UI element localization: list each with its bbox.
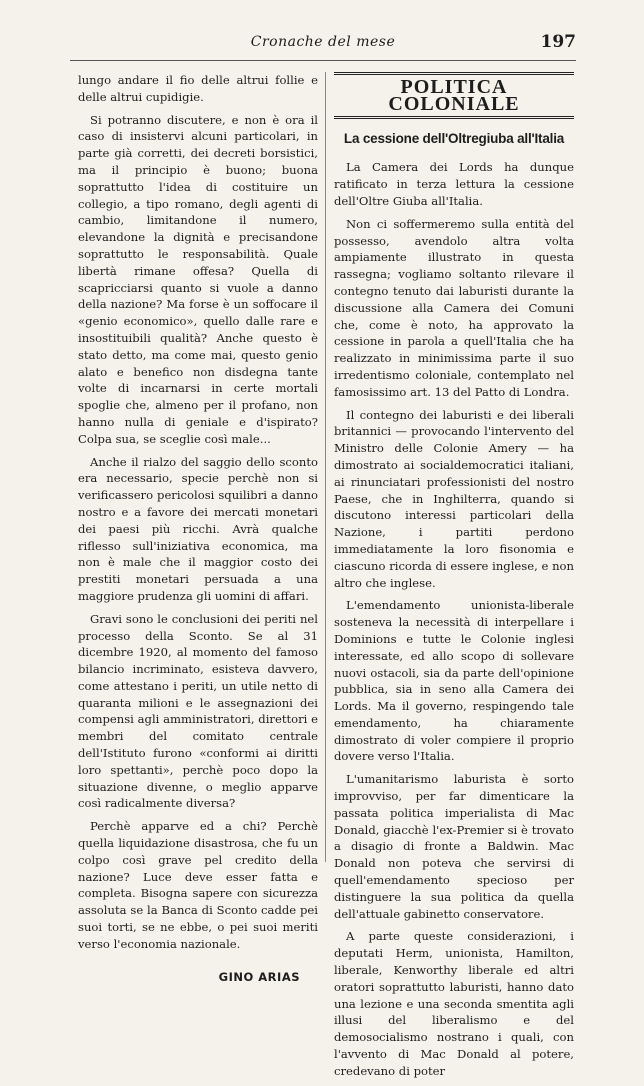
header-rule [70, 60, 576, 61]
column-divider [325, 72, 326, 862]
paragraph: L'emendamento unionista-liberale sosteneva la necessità di interpellare i Dominions e tutte le Colonie inglesi interessate, ed allo scopo di sollevare nuovi ostacoli, sia da parte dell'opinione pubblica, sia in seno alla Camera dei Lords. Ma il governo, respingendo tale emendamento, ha chiaramente dimostrato di voler compiere il proprio dovere verso l'Italia. [334, 598, 574, 764]
paragraph: lungo andare il fio delle altrui follie e delle altrui cupidigie. [78, 73, 318, 104]
paragraph: A parte queste considerazioni, i deputati Herm, unionista, Hamilton, liberale, Kenworthy liberale ed altri oratori soprattutto laburisti, hanno dato una lezione e una seconda smentita agli illusi del liberalismo e del demosocialismo nostrano i quali, con l'avvento di Mac Donald al potere, credevano di poter [334, 929, 574, 1078]
paragraph: Si potranno discutere, e non è ora il caso di insistervi alcuni particolari, in parte già corretti, dei decreti borsistici, ma il principio è buono; buona soprattutto l'idea di costituire un collegio, a tipo romano, degli agenti di cambio, limitandone il numero, elevandone la dignità e precisandone soprattutto le responsabilità. Quale libertà rimane offesa? Quella di scapricciarsi quanto si vuole a danno della nazione? Ma forse è un soffocare il «genio economico», quello dalle rare e insostituibili qualità? Anche questo è stato detto, ma come mai, questo genio alato e benefico non disdegna tante volte di incarnarsi in certe mortali spoglie che, almeno per il profano, non hanno nulla di geniale e d'ispirato? Colpa sua, se sceglie così male... [78, 112, 318, 446]
section-title: POLITICA COLONIALE [334, 72, 574, 119]
right-column [334, 72, 574, 1086]
article-title: La cessione dell'Oltregiuba all'Italia [343, 130, 565, 146]
paragraph: Il contegno dei laburisti e dei liberali britannici — provocando l'intervento del Ministro delle Colonie Amery — ha dimostrato ai socialdemocratici italiani, ai rinunciatari professionisti del nostro Paese, che in Inghilterra, quando si discutono interessi particolari della Nazione, i partiti perdono immediatamente la loro fisonomia e ciascuno ricorda di essere inglese, e non altro che inglese. [334, 407, 574, 590]
paragraph: Perchè apparve ed a chi? Perchè quella liquidazione disastrosa, che fu un colpo così grave pel credito della nazione? Luce deve esser fatta e completa. Bisogna sapere con sicurezza assoluta se la Banca di Sconto cadde pei suoi torti, se ne ebbe, o pei suoi meriti verso l'economia nazionale. [78, 819, 318, 951]
paragraph: La Camera dei Lords ha dunque ratificato in terza lettura la cessione dell'Oltre Giuba all'Italia. [334, 160, 574, 208]
paragraph: L'umanitarismo laburista è sorto improvviso, per far dimenticare la passata politica imperialista di Mac Donald, giacchè l'ex-Premier si è trovato a disagio di fronte a Baldwin. Mac Donald non poteva che servirsi di quell'emendamento specioso per distinguere la sua politica da quella dell'attuale gabinetto conservatore. [334, 772, 574, 921]
author-signature: GINO ARIAS [218, 969, 300, 984]
page-number: 197 [540, 32, 576, 52]
running-head [70, 34, 576, 56]
running-title: Cronache del mese [250, 34, 396, 50]
paragraph: Non ci soffermeremo sulla entità del possesso, avendolo altra volta ampiamente illustrato in questa rassegna; vogliamo soltanto rilevare il contegno tenuto dai laburisti durante la discussione alla Camera dei Comuni che, come è noto, ha approvato la cessione in parola a quell'Italia che ha realizzato in minimissima parte il suo irredentismo coloniale, contemplato nel famosissimo art. 13 del Patto di Londra. [334, 216, 574, 399]
paragraph: Gravi sono le conclusioni dei periti nel processo della Sconto. Se al 31 dicembre 1920, al momento del famoso bilancio incriminato, esisteva davvero, come attestano i periti, un utile netto di quaranta milioni e le assegnazioni dei compensi agli amministratori, direttori e membri del comitato centrale dell'Istituto furono «conformi ai diritti loro spettanti», perchè poco dopo la situazione divenne, o meglio apparve così radicalmente diversa? [78, 611, 318, 811]
left-column [78, 72, 318, 985]
paragraph: Anche il rialzo del saggio dello sconto era necessario, specie perchè non si verificassero pericolosi squilibri a danno nostro e a favore dei mercati monetari dei paesi più ricchi. Avrà qualche riflesso sull'iniziativa economica, ma non è male che il maggior costo dei prestiti monetari persuada a una maggiore prudenza gli uomini di affari. [78, 454, 318, 603]
